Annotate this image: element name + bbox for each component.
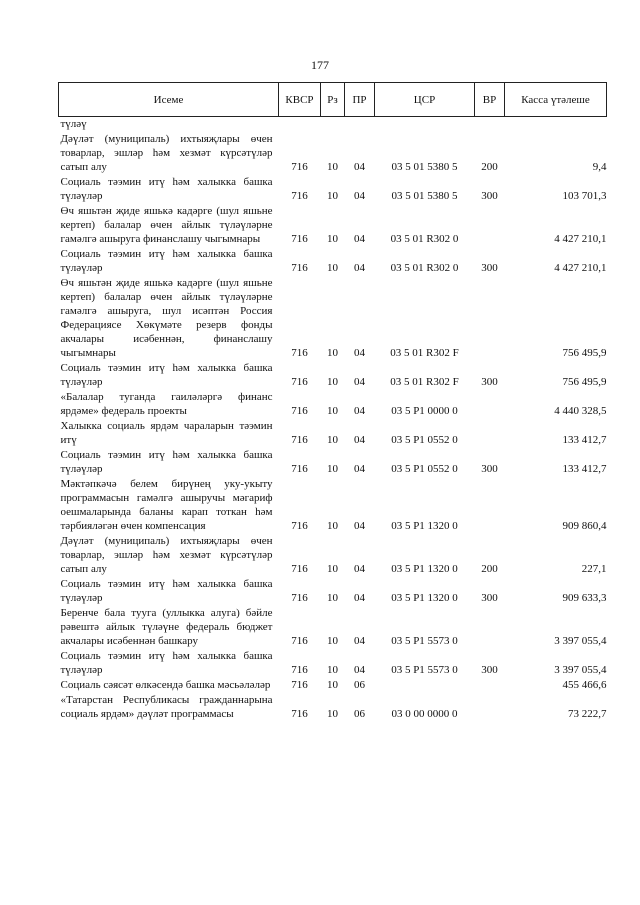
cell-kvsr: 716 — [291, 376, 308, 388]
cell-name: Социаль тәэмин итү һәм халыкка башка түләүләр — [60, 248, 273, 274]
cell-amount: 4 440 328,5 — [554, 405, 607, 417]
table-row — [59, 448, 607, 477]
cell-kvsr: 716 — [291, 434, 308, 446]
table-row — [59, 693, 607, 722]
cell-pr: 04 — [354, 664, 365, 676]
table-row — [59, 534, 607, 577]
page-number: 177 — [311, 58, 329, 72]
cell-pr: 04 — [354, 262, 365, 274]
cell-rz: 10 — [327, 708, 338, 720]
cell-amount: 3 397 055,4 — [554, 664, 607, 676]
cell-rz: 10 — [327, 376, 338, 388]
cell-pr: 04 — [354, 635, 365, 647]
cell-vr — [475, 117, 505, 133]
cell-name: Мәктәпкәчә белем бирүнең уку-укыту программасын гамәлгә ашыручы мәгариф оешмаларында баланы карап тоткан һәм тәрбияләгән өчен компенсация — [60, 478, 273, 532]
cell-rz: 10 — [327, 635, 338, 647]
cell-kvsr: 716 — [291, 520, 308, 532]
cell-name: Беренче бала тууга (уллыкка алуга) бәйле рәвештә айлык түләүне федераль бюджет акчалары исәбеннән башкару — [60, 607, 273, 647]
cell-name: Өч яшьтән җиде яшькә кадәрге (шул яшьне кертеп) балалар өчен айлык түләүләрне гамәлгә ашыруга финанслашу чыгымнары — [60, 205, 273, 245]
budget-table — [58, 82, 607, 722]
table-row — [59, 276, 607, 361]
cell-csr: 03 5 P1 1320 0 — [391, 592, 458, 604]
cell-vr — [475, 419, 505, 448]
cell-rz: 10 — [327, 563, 338, 575]
cell-rz — [321, 117, 345, 133]
cell-csr: 03 5 P1 1320 0 — [391, 520, 458, 532]
cell-csr: 03 5 01 R302 F — [390, 347, 459, 359]
cell-rz: 10 — [327, 520, 338, 532]
header-rz: Рз — [321, 83, 345, 117]
cell-vr — [475, 606, 505, 649]
cell-csr: 03 5 01 5380 5 — [391, 161, 458, 173]
cell-name: Дәүләт (муниципаль) ихтыяҗлары өчен товарлар, эшләр һәм хезмәт күрсәтүләр сатып алу — [60, 535, 273, 575]
cell-kvsr: 716 — [291, 262, 308, 274]
cell-pr: 04 — [354, 434, 365, 446]
cell-name: Социаль сәясәт өлкәсендә башка мәсьәләләр — [60, 679, 271, 691]
cell-vr — [475, 204, 505, 247]
cell-vr: 300 — [481, 262, 498, 274]
cell-pr: 04 — [354, 405, 365, 417]
cell-rz: 10 — [327, 592, 338, 604]
cell-name: Социаль тәэмин итү һәм халыкка башка түләүләр — [60, 176, 273, 202]
cell-amount: 227,1 — [581, 563, 607, 575]
cell-vr: 300 — [481, 664, 498, 676]
cell-amount: 9,4 — [592, 161, 607, 173]
cell-kvsr: 716 — [291, 463, 308, 475]
cell-pr: 04 — [354, 190, 365, 202]
table-body — [59, 117, 607, 723]
table-row — [59, 606, 607, 649]
table-row — [59, 132, 607, 175]
cell-amount: 909 860,4 — [562, 520, 607, 532]
cell-csr: 03 5 01 5380 5 — [391, 190, 458, 202]
cell-pr — [345, 117, 375, 133]
cell-rz: 10 — [327, 405, 338, 417]
cell-csr: 03 5 P1 5573 0 — [391, 664, 458, 676]
table-row — [59, 361, 607, 390]
header-vr: ВР — [475, 83, 505, 117]
cell-csr: 03 5 P1 5573 0 — [391, 635, 458, 647]
header-csr: ЦСР — [375, 83, 475, 117]
cell-pr: 04 — [354, 563, 365, 575]
table-row — [59, 477, 607, 534]
cell-amount: 133 412,7 — [562, 463, 607, 475]
cell-kvsr: 716 — [291, 563, 308, 575]
cell-rz: 10 — [327, 233, 338, 245]
cell-vr: 200 — [481, 563, 498, 575]
cell-rz: 10 — [327, 190, 338, 202]
cell-name: Өч яшьтән җиде яшькә кадәрге (шул яшьне кертеп) балалар өчен айлык түләүләрне гамәлгә ашыруга, шул исәптән Россия Федерациясе Хөкүмәте резерв фонды акчалары исәбеннән, финанслашу чыгымнары — [60, 277, 273, 359]
cell-name: Социаль тәэмин итү һәм халыкка башка түләүләр — [60, 449, 273, 475]
cell-amount: 4 427 210,1 — [554, 262, 607, 274]
cell-vr: 300 — [481, 376, 498, 388]
cell-name: Социаль тәэмин итү һәм халыкка башка түләүләр — [60, 650, 273, 676]
cell-csr: 03 5 01 R302 0 — [390, 233, 459, 245]
cell-csr: 03 5 P1 0552 0 — [391, 434, 458, 446]
header-kvsr: КВСР — [279, 83, 321, 117]
cell-vr: 300 — [481, 592, 498, 604]
cell-pr: 04 — [354, 347, 365, 359]
cell-amount: 909 633,3 — [562, 592, 607, 604]
cell-vr — [475, 678, 505, 693]
cell-kvsr: 716 — [291, 233, 308, 245]
cell-name: «Татарстан Республикасы гражданнарына социаль ярдәм» дәүләт программасы — [60, 694, 273, 720]
cell-rz: 10 — [327, 161, 338, 173]
cell-kvsr: 716 — [291, 708, 308, 720]
cell-csr: 03 5 P1 0552 0 — [391, 463, 458, 475]
table-row — [59, 649, 607, 678]
header-name: Исеме — [59, 83, 279, 117]
cell-rz: 10 — [327, 664, 338, 676]
cell-rz: 10 — [327, 679, 338, 691]
table-row — [59, 390, 607, 419]
cell-pr: 04 — [354, 376, 365, 388]
cell-pr: 06 — [354, 708, 365, 720]
header-pr: ПР — [345, 83, 375, 117]
cell-pr: 04 — [354, 520, 365, 532]
cell-pr: 04 — [354, 233, 365, 245]
cell-csr: 03 5 01 R302 F — [390, 376, 459, 388]
cell-amount: 103 701,3 — [562, 190, 607, 202]
cell-name: түләү — [60, 118, 87, 130]
cell-kvsr — [279, 117, 321, 133]
cell-name: Социаль тәэмин итү һәм халыкка башка түләүләр — [60, 362, 273, 388]
table-row — [59, 204, 607, 247]
table-row — [59, 577, 607, 606]
cell-amount: 756 495,9 — [562, 376, 607, 388]
table-row — [59, 419, 607, 448]
cell-csr — [375, 678, 475, 693]
cell-vr: 300 — [481, 190, 498, 202]
cell-name: Социаль тәэмин итү һәм халыкка башка түләүләр — [60, 578, 273, 604]
cell-rz: 10 — [327, 262, 338, 274]
table-header-row — [59, 83, 607, 117]
cell-name: «Балалар туганда гаиләләргә финанс ярдәме» федераль проекты — [60, 391, 273, 417]
cell-pr: 06 — [354, 679, 365, 691]
cell-kvsr: 716 — [291, 664, 308, 676]
cell-name: Дәүләт (муниципаль) ихтыяҗлары өчен товарлар, эшләр һәм хезмәт күрсәтүләр сатып алу — [60, 133, 273, 173]
cell-vr: 200 — [481, 161, 498, 173]
cell-kvsr: 716 — [291, 679, 308, 691]
cell-kvsr: 716 — [291, 592, 308, 604]
cell-vr — [475, 477, 505, 534]
table-row — [59, 175, 607, 204]
cell-vr — [475, 693, 505, 722]
cell-kvsr: 716 — [291, 347, 308, 359]
cell-kvsr: 716 — [291, 161, 308, 173]
table-row — [59, 247, 607, 276]
cell-pr: 04 — [354, 592, 365, 604]
cell-csr: 03 0 00 0000 0 — [391, 708, 458, 720]
cell-vr — [475, 276, 505, 361]
cell-vr — [475, 390, 505, 419]
cell-pr: 04 — [354, 161, 365, 173]
cell-rz: 10 — [327, 434, 338, 446]
cell-amount: 455 466,6 — [562, 679, 607, 691]
cell-amount: 756 495,9 — [562, 347, 607, 359]
cell-rz: 10 — [327, 463, 338, 475]
cell-name: Халыкка социаль ярдәм чараларын тәэмин итү — [60, 420, 273, 446]
header-kassa: Касса үтәлеше — [505, 83, 607, 117]
cell-pr: 04 — [354, 463, 365, 475]
cell-csr: 03 5 P1 1320 0 — [391, 563, 458, 575]
table-row — [59, 678, 607, 693]
cell-kvsr: 716 — [291, 635, 308, 647]
cell-amount — [505, 117, 607, 133]
cell-csr: 03 5 01 R302 0 — [390, 262, 459, 274]
cell-rz: 10 — [327, 347, 338, 359]
cell-amount: 4 427 210,1 — [554, 233, 607, 245]
cell-vr: 300 — [481, 463, 498, 475]
cell-kvsr: 716 — [291, 405, 308, 417]
table-row — [59, 117, 607, 133]
cell-csr: 03 5 P1 0000 0 — [391, 405, 458, 417]
cell-amount: 133 412,7 — [562, 434, 607, 446]
cell-csr — [375, 117, 475, 133]
cell-amount: 73 222,7 — [568, 708, 607, 720]
cell-amount: 3 397 055,4 — [554, 635, 607, 647]
cell-kvsr: 716 — [291, 190, 308, 202]
